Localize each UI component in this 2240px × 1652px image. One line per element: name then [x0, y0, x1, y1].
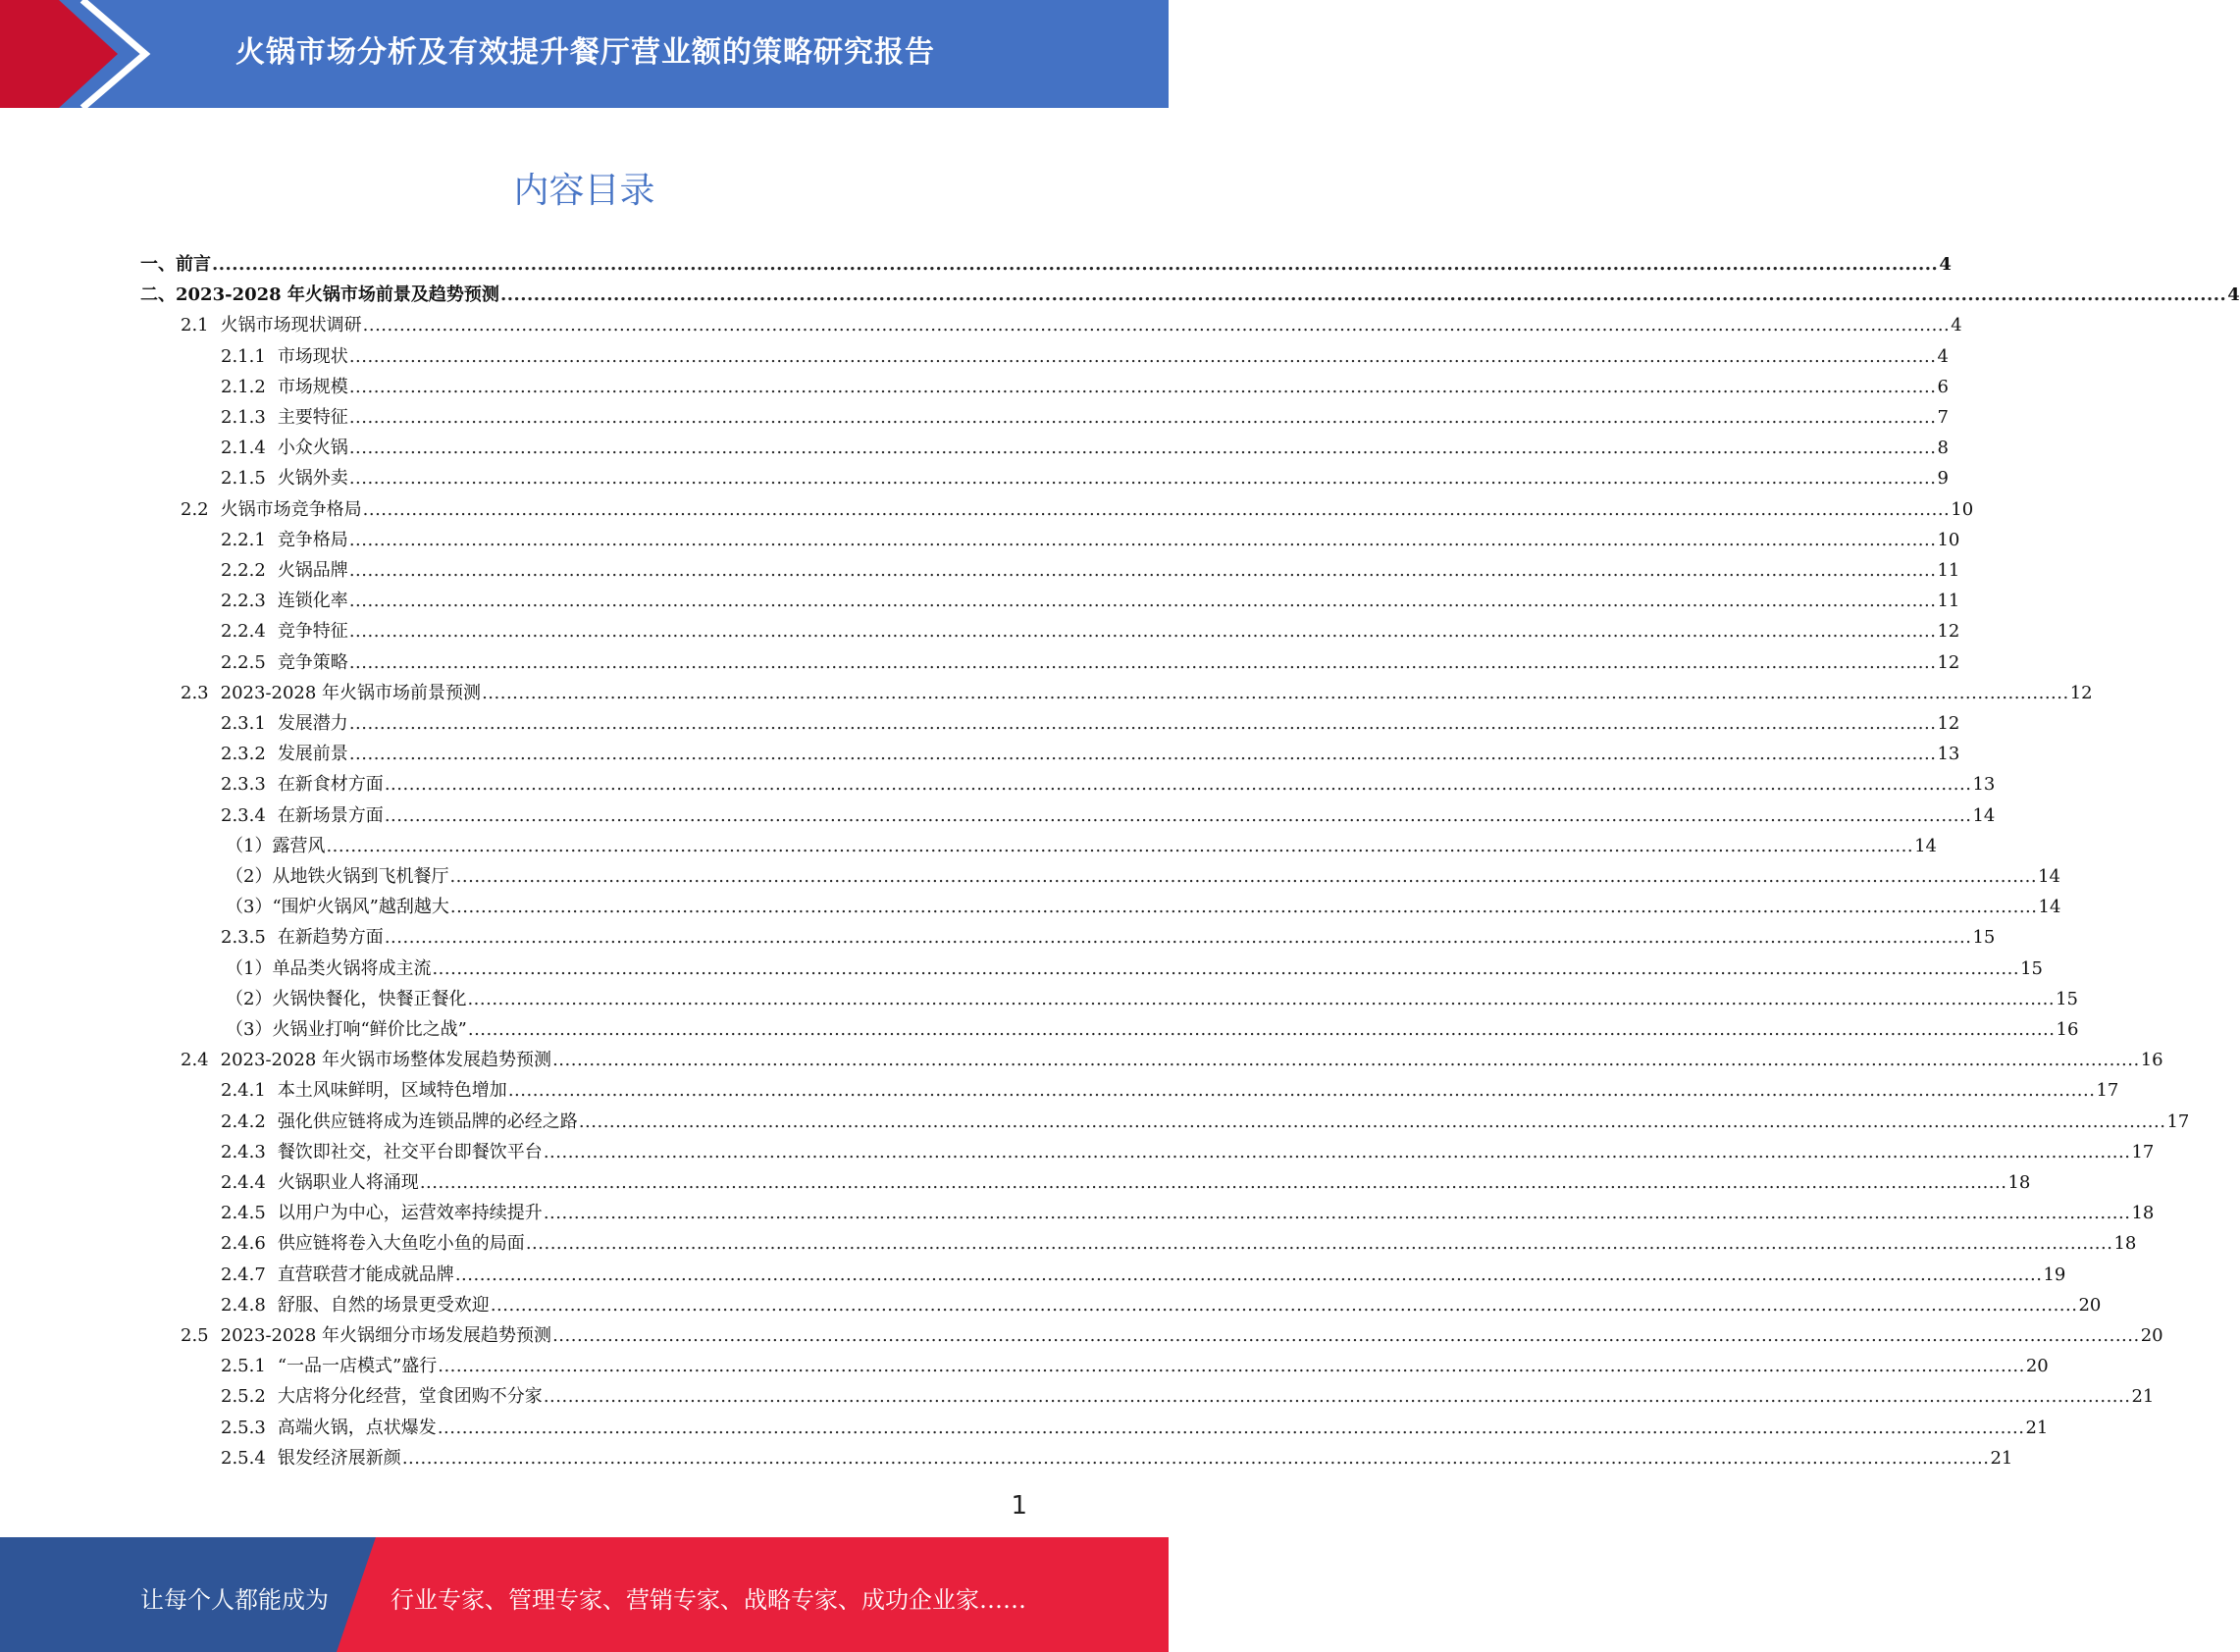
toc-entry-page: 16 — [2056, 1019, 2079, 1040]
toc-entry[interactable] — [221, 647, 1960, 678]
toc-entry-label: 前言 — [176, 254, 211, 275]
toc-entry-label: 市场现状 — [277, 345, 348, 367]
toc-entry[interactable] — [181, 494, 1974, 525]
toc-entry-number: 2.2 — [181, 498, 209, 520]
toc-entry-label: 在新食材方面 — [277, 774, 384, 796]
toc-entry-page: 8 — [1937, 438, 1949, 459]
toc-entry-number: 2.1.3 — [221, 407, 266, 428]
footer-slogan-left: 让每个人都能成为 — [140, 1586, 329, 1614]
dot-leader: .................................................................................................................................................................................................................................................................... — [348, 468, 1937, 490]
toc-entry-page: 4 — [1951, 315, 1962, 336]
toc-entry-page: 20 — [2140, 1325, 2163, 1346]
toc-entry-number: 2.4.1 — [221, 1080, 266, 1102]
toc-entry-page: 17 — [2166, 1110, 2190, 1132]
toc-entry-label: 舒服、自然的场景更受欢迎 — [277, 1294, 490, 1316]
toc-entry-number: 2.1.4 — [221, 438, 266, 459]
dot-leader: .................................................................................................................................................................................................................................................................... — [348, 376, 1937, 397]
toc-entry-number: （3） — [226, 897, 273, 918]
toc-entry-label: “一品一店模式”盛行 — [277, 1356, 438, 1377]
dot-leader: .................................................................................................................................................................................................................................................................... — [348, 407, 1937, 428]
toc-entry[interactable] — [221, 1381, 2155, 1412]
toc-entry-page: 20 — [2025, 1356, 2049, 1377]
toc-entry-number: 2.4.7 — [221, 1264, 266, 1285]
toc-entry-number: 2.2.1 — [221, 529, 266, 550]
toc-entry-label: 主要特征 — [277, 407, 348, 428]
toc-entry[interactable] — [226, 831, 1937, 861]
toc-entry-label: 本土风味鲜明，区域特色增加 — [277, 1080, 507, 1102]
toc-entry-label: 大店将分化经营，堂食团购不分家 — [277, 1386, 543, 1408]
toc-entry-page: 14 — [1972, 804, 1996, 826]
dot-leader: .................................................................................................................................................................................................................................................................... — [467, 988, 2056, 1009]
toc-entry-label: 高端火锅，点状爆发 — [277, 1417, 437, 1438]
toc-entry[interactable] — [226, 984, 2078, 1014]
toc-entry-number: 2.2.4 — [221, 621, 266, 643]
toc-entry-page: 15 — [2020, 957, 2043, 979]
toc-entry-label: 市场规模 — [277, 376, 348, 397]
dot-leader: .................................................................................................................................................................................................................................................................... — [384, 927, 1972, 949]
toc-entry-page: 14 — [2038, 897, 2061, 918]
toc-entry-number: 2.1.2 — [221, 376, 266, 397]
toc-entry-number: 2.4.8 — [221, 1294, 266, 1316]
toc-entry-label: 火锅市场现状调研 — [220, 315, 362, 336]
toc-entry-number: 2.5 — [181, 1325, 209, 1346]
toc-entry-page: 13 — [1937, 744, 1960, 765]
toc-entry[interactable] — [221, 463, 1949, 493]
toc-entry-number: 2.3.3 — [221, 774, 266, 796]
toc-entry[interactable] — [221, 1290, 2102, 1320]
toc-entry-page: 17 — [2096, 1080, 2119, 1102]
toc-entry-page: 17 — [2131, 1141, 2155, 1162]
dot-leader: .................................................................................................................................................................................................................................................................... — [543, 1386, 2131, 1408]
toc-entry[interactable] — [221, 922, 1996, 953]
dot-leader: .................................................................................................................................................................................................................................................................... — [419, 1172, 2007, 1193]
toc-entry-number: 2.5.2 — [221, 1386, 266, 1408]
toc-entry-number: 2.3.5 — [221, 927, 266, 949]
toc-entry[interactable] — [221, 616, 1960, 646]
toc-entry-number: 2.2.2 — [221, 560, 266, 581]
toc-entry-number: 2.2.5 — [221, 651, 266, 673]
toc-entry[interactable] — [226, 892, 2061, 922]
dot-leader: .................................................................................................................................................................................................................................................................... — [507, 1080, 2096, 1102]
toc-entry-page: 18 — [2007, 1172, 2031, 1193]
toc-entry-label: 从地铁火锅到飞机餐厅 — [272, 866, 449, 887]
dot-leader: .................................................................................................................................................................................................................................................................... — [449, 897, 2038, 918]
toc-entry[interactable] — [226, 954, 2043, 984]
toc-entry-number: 2.3.2 — [221, 744, 266, 765]
dot-leader: .................................................................................................................................................................................................................................................................... — [348, 621, 1937, 643]
page-number: 1 — [1011, 1491, 1027, 1521]
toc-entry-number: 2.2.3 — [221, 591, 266, 612]
toc-entry[interactable] — [221, 708, 1960, 739]
toc-entry-label: 2023-2028 年火锅市场前景预测 — [220, 682, 482, 703]
toc-entry-page: 21 — [1990, 1447, 2013, 1469]
dot-leader: .................................................................................................................................................................................................................................................................... — [212, 254, 1939, 275]
toc-entry-number: 2.1.1 — [221, 345, 266, 367]
dot-leader: .................................................................................................................................................................................................................................................................... — [348, 345, 1937, 367]
toc-entry-number: 2.4.3 — [221, 1141, 266, 1162]
toc-entry[interactable] — [221, 1075, 2119, 1106]
dot-leader: .................................................................................................................................................................................................................................................................... — [437, 1417, 2025, 1438]
toc-entry[interactable] — [181, 310, 1962, 340]
toc-entry-number: 二、 — [140, 284, 176, 306]
dot-leader: .................................................................................................................................................................................................................................................................... — [362, 498, 1951, 520]
dot-leader: .................................................................................................................................................................................................................................................................... — [552, 1325, 2140, 1346]
header-banner — [0, 0, 1169, 108]
toc-entry-label: 连锁化率 — [277, 591, 348, 612]
toc-entry[interactable] — [221, 1198, 2155, 1228]
toc-entry[interactable] — [221, 525, 1960, 555]
toc-entry-label: 火锅市场竞争格局 — [220, 498, 362, 520]
toc-entry-page: 10 — [1951, 498, 1974, 520]
toc-entry-label: 火锅快餐化，快餐正餐化 — [272, 988, 467, 1009]
dot-leader: .................................................................................................................................................................................................................................................................... — [432, 957, 2020, 979]
toc-entry-number: 2.3 — [181, 682, 209, 703]
dot-leader: .................................................................................................................................................................................................................................................................... — [552, 1050, 2140, 1071]
dot-leader: .................................................................................................................................................................................................................................................................... — [348, 744, 1937, 765]
toc-entry-page: 13 — [1972, 774, 1996, 796]
toc-entry-page: 4 — [1937, 345, 1949, 367]
dot-leader: .................................................................................................................................................................................................................................................................... — [348, 529, 1937, 550]
toc-entry-label: 强化供应链将成为连锁品牌的必经之路 — [277, 1110, 578, 1132]
toc-entry-number: 2.4.4 — [221, 1172, 266, 1193]
dot-leader: .................................................................................................................................................................................................................................................................... — [449, 866, 2038, 887]
toc-entry-number: 2.5.4 — [221, 1447, 266, 1469]
toc-entry-label: 竞争特征 — [277, 621, 348, 643]
toc-entry[interactable] — [181, 1320, 2163, 1351]
toc-entry-label: 餐饮即社交，社交平台即餐饮平台 — [277, 1141, 543, 1162]
dot-leader: .................................................................................................................................................................................................................................................................... — [490, 1294, 2078, 1316]
toc-entry-label: 发展前景 — [277, 744, 348, 765]
toc-entry-label: 在新场景方面 — [277, 804, 384, 826]
dot-leader: .................................................................................................................................................................................................................................................................... — [326, 835, 1914, 856]
toc-entry-page: 4 — [1939, 254, 1952, 275]
toc-entry-label: 露营风 — [272, 835, 326, 856]
toc-entry-page: 21 — [2131, 1386, 2155, 1408]
toc-entry-label: 供应链将卷入大鱼吃小鱼的局面 — [277, 1233, 525, 1255]
toc-entry-label: 2023-2028 年火锅市场前景及趋势预测 — [176, 284, 499, 306]
toc-entry-page: 12 — [1937, 621, 1960, 643]
dot-leader: .................................................................................................................................................................................................................................................................... — [348, 591, 1937, 612]
dot-leader: .................................................................................................................................................................................................................................................................... — [454, 1264, 2043, 1285]
dot-leader: .................................................................................................................................................................................................................................................................... — [499, 284, 2227, 306]
toc-entry-number: 一、 — [140, 254, 176, 275]
toc-entry-page: 16 — [2140, 1050, 2163, 1071]
dot-leader: .................................................................................................................................................................................................................................................................... — [348, 651, 1937, 673]
toc-entry[interactable] — [221, 1137, 2155, 1167]
dot-leader: .................................................................................................................................................................................................................................................................... — [543, 1203, 2131, 1224]
toc-entry[interactable] — [221, 372, 1949, 402]
toc-entry-label: 发展潜力 — [277, 713, 348, 734]
dot-leader: .................................................................................................................................................................................................................................................................... — [525, 1233, 2113, 1255]
toc-entry[interactable] — [221, 1260, 2066, 1290]
toc-entry-page: 18 — [2131, 1203, 2155, 1224]
dot-leader: .................................................................................................................................................................................................................................................................... — [384, 804, 1972, 826]
toc-entry-label: 竞争策略 — [277, 651, 348, 673]
toc-entry-number: 2.4.5 — [221, 1203, 266, 1224]
dot-leader: .................................................................................................................................................................................................................................................................... — [348, 438, 1937, 459]
toc-entry[interactable] — [226, 861, 2060, 892]
toc-entry[interactable] — [221, 769, 1996, 800]
toc-entry[interactable] — [181, 1045, 2163, 1075]
toc-entry-page: 11 — [1937, 591, 1960, 612]
toc-entry-page: 20 — [2078, 1294, 2102, 1316]
toc-entry-number: 2.1.5 — [221, 468, 266, 490]
dot-leader: .................................................................................................................................................................................................................................................................... — [438, 1356, 2025, 1377]
toc-entry-page: 9 — [1937, 468, 1949, 490]
toc-entry[interactable] — [221, 1228, 2137, 1259]
footer-banner — [0, 1537, 1169, 1652]
toc-entry[interactable] — [226, 1014, 2079, 1045]
footer-slogan-right: 行业专家、管理专家、营销专家、战略专家、成功企业家…… — [391, 1586, 1026, 1614]
toc-entry-number: 2.4.6 — [221, 1233, 266, 1255]
toc-entry-page: 6 — [1937, 376, 1949, 397]
dot-leader: .................................................................................................................................................................................................................................................................... — [362, 315, 1951, 336]
toc-entry[interactable] — [221, 1107, 2190, 1137]
toc-entry-page: 4 — [2227, 284, 2240, 306]
dot-leader: .................................................................................................................................................................................................................................................................... — [543, 1141, 2131, 1162]
toc-entry-label: 2023-2028 年火锅细分市场发展趋势预测 — [220, 1325, 552, 1346]
toc-entry-page: 11 — [1937, 560, 1960, 581]
toc-entry-label: 火锅外卖 — [277, 468, 348, 490]
toc-entry-number: （1） — [226, 835, 273, 856]
toc-entry-number: （2） — [226, 988, 273, 1009]
toc-entry-label: 竞争格局 — [277, 529, 348, 550]
toc-entry[interactable] — [221, 1351, 2049, 1381]
toc-entry-number: 2.3.1 — [221, 713, 266, 734]
toc-entry-page: 19 — [2043, 1264, 2066, 1285]
toc-entry-number: （3） — [226, 1019, 273, 1040]
dot-leader: .................................................................................................................................................................................................................................................................... — [348, 713, 1937, 734]
toc-entry[interactable] — [221, 1443, 2013, 1473]
toc-entry-label: 火锅职业人将涌现 — [277, 1172, 419, 1193]
toc-entry-label: 以用户为中心，运营效率持续提升 — [277, 1203, 543, 1224]
toc-entry-number: （2） — [226, 866, 273, 887]
toc-entry-number: （1） — [226, 957, 273, 979]
toc-entry-page: 15 — [1972, 927, 1996, 949]
toc-entry[interactable] — [140, 280, 2240, 310]
toc-entry-number: 2.5.3 — [221, 1417, 266, 1438]
toc-entry-page: 14 — [1914, 835, 1937, 856]
toc-entry-page: 12 — [1937, 651, 1960, 673]
toc-entry-number: 2.4.2 — [221, 1110, 266, 1132]
toc-entry-page: 10 — [1937, 529, 1960, 550]
toc-entry[interactable] — [140, 249, 1952, 280]
toc-entry-page: 14 — [2038, 866, 2060, 887]
toc-entry-label: “围炉火锅风”越刮越大 — [272, 897, 449, 918]
toc-entry[interactable] — [221, 1167, 2031, 1198]
toc-entry-label: 小众火锅 — [277, 438, 348, 459]
toc-entry[interactable] — [221, 1413, 2049, 1443]
toc-entry-page: 12 — [2069, 682, 2093, 703]
toc-entry[interactable] — [221, 433, 1949, 463]
toc-entry[interactable] — [221, 586, 1960, 616]
toc-entry-number: 2.4 — [181, 1050, 209, 1071]
toc-entry-page: 12 — [1937, 713, 1960, 734]
toc-entry-page: 21 — [2025, 1417, 2049, 1438]
toc-heading: 内容目录 — [513, 171, 655, 211]
toc-entry-label: 单品类火锅将成主流 — [272, 957, 432, 979]
toc-entry[interactable] — [181, 678, 2093, 708]
dot-leader: .................................................................................................................................................................................................................................................................... — [401, 1447, 1990, 1469]
toc-entry[interactable] — [221, 402, 1949, 433]
toc-entry[interactable] — [221, 800, 1996, 831]
toc-entry-label: 在新趋势方面 — [277, 927, 384, 949]
toc-entry[interactable] — [221, 341, 1949, 372]
toc-entry-number: 2.5.1 — [221, 1356, 266, 1377]
report-title: 火锅市场分析及有效提升餐厅营业额的策略研究报告 — [235, 35, 935, 70]
toc-entry[interactable] — [221, 739, 1960, 769]
toc-entry[interactable] — [221, 555, 1960, 586]
toc-entry-page: 15 — [2056, 988, 2078, 1009]
toc-entry-label: 银发经济展新颜 — [277, 1447, 401, 1469]
toc-entry-page: 7 — [1937, 407, 1949, 428]
dot-leader: .................................................................................................................................................................................................................................................................... — [482, 682, 2069, 703]
dot-leader: .................................................................................................................................................................................................................................................................... — [467, 1019, 2056, 1040]
toc-entry-label: 火锅业打响“鲜价比之战” — [272, 1019, 467, 1040]
dot-leader: .................................................................................................................................................................................................................................................................... — [384, 774, 1972, 796]
dot-leader: .................................................................................................................................................................................................................................................................... — [348, 560, 1937, 581]
toc-entry-number: 2.1 — [181, 315, 209, 336]
toc-entry-page: 18 — [2113, 1233, 2137, 1255]
toc-entry-label: 2023-2028 年火锅市场整体发展趋势预测 — [220, 1050, 552, 1071]
toc-entry-label: 火锅品牌 — [277, 560, 348, 581]
toc-entry-number: 2.3.4 — [221, 804, 266, 826]
dot-leader: .................................................................................................................................................................................................................................................................... — [578, 1110, 2166, 1132]
toc-entry-label: 直营联营才能成就品牌 — [277, 1264, 454, 1285]
